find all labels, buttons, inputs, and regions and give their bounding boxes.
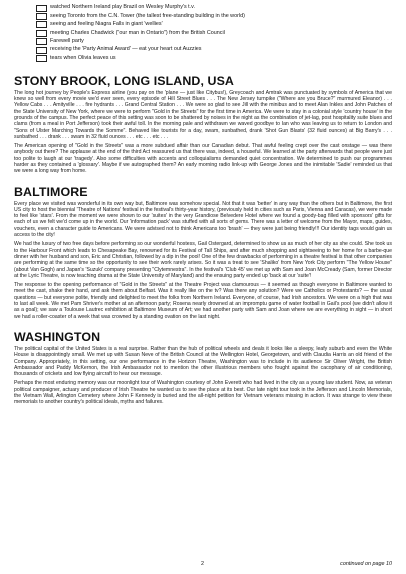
checklist-item (36, 29, 392, 37)
continued-note: continued on page 10 (340, 561, 392, 567)
checklist-item (36, 21, 392, 29)
checkbox-icon (36, 38, 47, 45)
checklist-item-text: meeting Charles Chadwick ("our man in Ontario") from the British Council (50, 29, 225, 36)
section-heading-washington: WASHINGTON (14, 329, 101, 344)
checkbox-icon (36, 55, 47, 62)
page-footer (0, 560, 406, 570)
page-number: 2 (201, 561, 204, 567)
stony-brook-paragraph: The long hot journey by People's Express airline (you pay on the 'plane — just like Citybus!), Greycoach and Amtrak was punctuated by symbols of America that we knew so well from every movie we'd ever seen, every episode of Hill Street Blues . . . The New Jersey turnpike ("Where are you Bruce?" murmured Eleanor) . . . Yellow Cabs . . . Amityville . . . fire hydrants . . . Grand Central Station . . . We were so glad to see Jill with the minibus and to meet Alan Inkles and John Patches of the State University of New York, where we were to perform "Gold in the Streets" for the first time in America. We were to stay in a colonial style 'country house' in the grounds of the campus. The perfect peace of this setting was soon to be shattered by noises in the night as the combination of jet-lag, post hospitality suite blues and clams (from a meal in Port Jefferson) took their awful toll. In the morning pale and withdrawn we waved goodbye to Ian who was leaving us to return to London and "Sons of Ulster Marching Towards the Somme". Behaved like tourists for a day, swam, sunbathed, drank 'Shot Gun Blasts' (32 fluid ounces) at Big Barry's . . . sunbathed . . . drank . . . swam in 32 fluid ounces . . . etc . . . etc . . . (14, 89, 392, 140)
checklist-item (36, 54, 392, 62)
washington-paragraph: Perhaps the most enduring memory was our moonlight tour of Washington courtesy of John Everett who had lived in the city as a young law student. Now, as veteran political campaigner, actuary and producer of Irish Theatre he wanted us to see the place at its best. Our late night tour took in the Jefferson and Lincoln Memorials, the Vietnam Wall, Arlington Cemetery where John F Kennedy is buried and the all-night petition for Vietnam veterans missing in action. It was strange to view these memorials to another country's political ideals, myths and failures. (14, 380, 392, 406)
checkbox-icon (36, 47, 47, 54)
checklist-item-text: seeing Toronto from the C.N. Tower (the tallest free-standing building in the world) (50, 12, 245, 19)
washington-paragraph: The political capital of the United States is a real surprise. Rather than the hub of political wheels and deals it looks like a sleepy, leafy suburb and even the White House is disappointingly small. We met up with Susan Neve of the British Council at the Wellington Hotel, Georgetown, and with Claudia Harris an old friend of the Company. Appropriately, in this setting, our one performance in the Horizon Theatre, Washington was to include in its audience Sir Oliver Wright, the British Ambassador and Paddy McKernon, the Irish Ambassador not to mention the other illustrious members who fought against the cacophany of air conditioning, thousands of crickets and low flying aircraft to hear our message. (14, 345, 392, 378)
memories-checklist (36, 4, 392, 63)
checklist-item (36, 38, 392, 46)
stony-brook-paragraph: The American opening of "Gold in the Streets" was a more subdued affair than our Canadian debut. That awful feeling crept over the cast onstage — was there anybody out there? The applause at the end of the third Act reassured us that there was, indeed, a houseful. We learned at the party afterwards that people were just too polite to laugh at our 'tragedy'. Also some difficulties with accents and colloquialisms demanded quiet concentration. We determined to push our programmes harder as they contained a 'glossary'. Maybe if we autographed them? An early morning radio link-up with George Jones and the inimitable 'Sadie' reminded us that we were a long way from home. (14, 143, 392, 175)
checklist-item-text: Farewell party (50, 38, 84, 45)
baltimore-paragraph: We had the luxury of two free days before performing so our wonderful hostess, Gail Ostergard, determined to show us as much of her city as she could. She took us to the Harbour Front which leads to Chesapeake Bay, renowned for its Festival of Tall Ships, and after much shopping and sightseeing to her home for a barbe-que dinner with her husband and son, Eric and Christian, followed by a dip in the pool! One of the few drawbacks of performing in a theatre festival is that other companies are performing at the same time so the opportunity to see their work rarely arises. So it was a treat to see 'Shaliko' from New York City perform "The Yellow House" (about Van Gogh) and Japan's 'Suzuki' company presenting "Clytemnestra". In the festival's 'Club 45' we met up with Sam and Joan McCready (Sam, former Director at the Lyric Theatre, is now teaching drama at the State University of Maryland) and the ensuing party ended up 'back at our 'suite'! (14, 241, 392, 279)
checkbox-icon (36, 30, 47, 37)
page-content (14, 4, 392, 406)
checklist-item (36, 46, 392, 54)
section-heading-baltimore: BALTIMORE (14, 184, 88, 199)
baltimore-paragraph: Every place we visited was wonderful in its own way but, Baltimore was somehow special. Not that it was 'better' in any way than the others but in Baltimore, the first US city to host the biennial 'Theatre of Nations' festival in the festival's thirty-year history, (previously held in cities such as Paris, Vienna and Caracas), we were made to feel like 'stars'. From the moment we were shown to our 'suites' in the very Grandiose Belvedere Hotel where we found a goody-bag filled with sponsors' gifts for each of us we felt we'd come up in the world. Our 'information pack' was stuffed with all sorts of gems. There was a letter of welcome from the Mayor, maps, guides, vouchers, even a character guide to Americans. We were advised not to think Americans too 'brash' — they were just being friendly!!! Our identity tags would gain us access to the city! (14, 200, 392, 239)
checklist-item-text: seeing and feeling Niagra Falls in giant 'wellies' (50, 21, 163, 28)
baltimore-paragraph: The response to the opening performance of "Gold in the Streets" at the Theatre Project was clamourous — it seemed as though everyone in Baltimore wanted to meet the cast, shake their hand, and ask them about Belfast. Was it really like on the tv? Was there any solution? Were we Catholics or Protestants? — the usual questions — but everyone polite, friendly and delighted to meet the folks from Northern Ireland. Everyone, of course, had Irish ancestors. We were on a high that was to last all week. We met Pam Shriver's mother at an afternoon party; Rosena nearly drowned at an impromptu game of water football in Gail's pool (we didn't allow it as a goal); we saw a Toulouse Lautrec exhibition at Baltimore Museum of Art; we had another party with Sam and Joan where we are everything in sight — in short we had a roller-coaster of a week that was crowned by a standing ovation on the last night. (14, 282, 392, 320)
checklist-item-text: watched Northern Ireland play Brazil on Wesley Murphy's t.v. (50, 4, 195, 11)
section-heading-stony-brook: STONY BROOK, LONG ISLAND, USA (14, 73, 234, 88)
checkbox-icon (36, 13, 47, 20)
checkbox-icon (36, 5, 47, 12)
checkbox-icon (36, 21, 47, 28)
checklist-item-text: tears when Olivia leaves us (50, 54, 116, 61)
checklist-item (36, 4, 392, 12)
checklist-item-text: receiving the 'Party Animal Award' — eat your heart out Auzzies (50, 46, 202, 53)
checklist-item (36, 12, 392, 20)
